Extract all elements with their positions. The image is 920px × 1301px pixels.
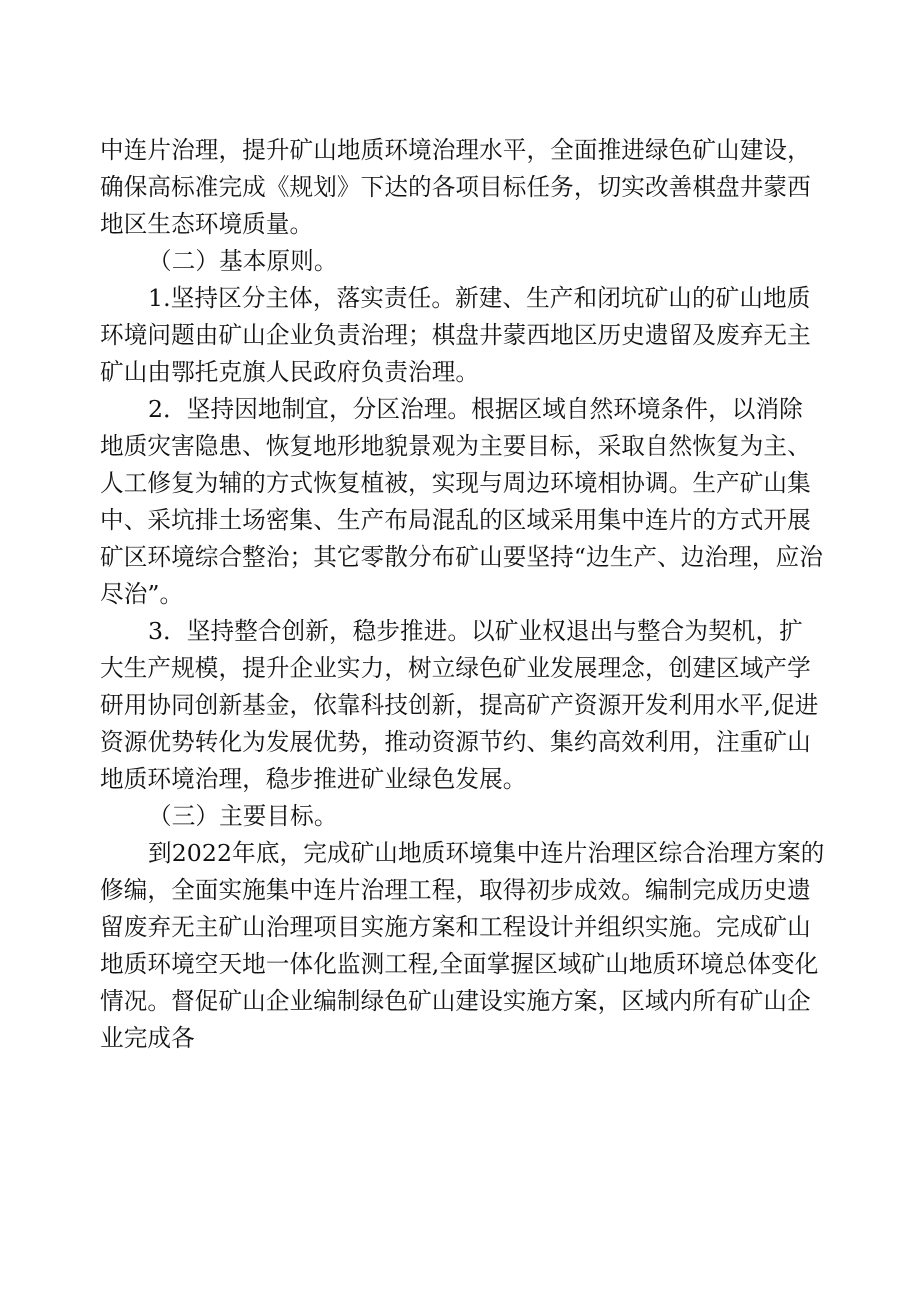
principle-paragraph-2: 2．坚持因地制宜，分区治理。根据区域自然环境条件，以消除地质灾害隐患、恢复地形地貌景观为主要目标，采取自然恢复为主、人工修复为辅的方式恢复植被，实现与周边环境相协调。生产矿山集中、采坑排土场密集、生产布局混乱的区域采用集中连片的方式开展矿区环境综合整治；其它零散分布矿山要坚持“边生产、边治理，应治尽治”。	[100, 395, 823, 608]
section-heading-basic-principles: （二）基本原则。	[148, 247, 338, 275]
principle-paragraph-1: 1.坚持区分主体，落实责任。新建、生产和闭坑矿山的矿山地质环境问题由矿山企业负责治理；棋盘井蒙西地区历史遗留及废弃无主矿山由鄂托克旗人民政府负责治理。	[100, 284, 811, 386]
paragraph-intro-continuation: 中连片治理，提升矿山地质环境治理水平，全面推进绿色矿山建设，确保高标准完成《规划》下达的各项目标任务，切实改善棋盘井蒙西地区生态环境质量。	[100, 136, 811, 238]
section-heading-main-goals: （三）主要目标。	[148, 802, 338, 830]
main-goals-paragraph: 到2022年底，完成矿山地质环境集中连片治理区综合治理方案的修编，全面实施集中连片治理工程，取得初步成效。编制完成历史遗留废弃无主矿山治理项目实施方案和工程设计并组织实施。完成矿山地质环境空天地一体化监测工程,全面掌握区域矿山地质环境总体变化情况。督促矿山企业编制绿色矿山建设实施方案，区域内所有矿山企业完成各	[100, 839, 825, 1052]
principle-paragraph-3: 3．坚持整合创新，稳步推进。以矿业权退出与整合为契机，扩大生产规模，提升企业实力，树立绿色矿业发展理念，创建区域产学研用协同创新基金，依靠科技创新，提高矿产资源开发利用水平,促进资源优势转化为发展优势，推动资源节约、集约高效利用，注重矿山地质环境治理，稳步推进矿业绿色发展。	[100, 617, 819, 793]
document-body	[100, 132, 825, 1057]
